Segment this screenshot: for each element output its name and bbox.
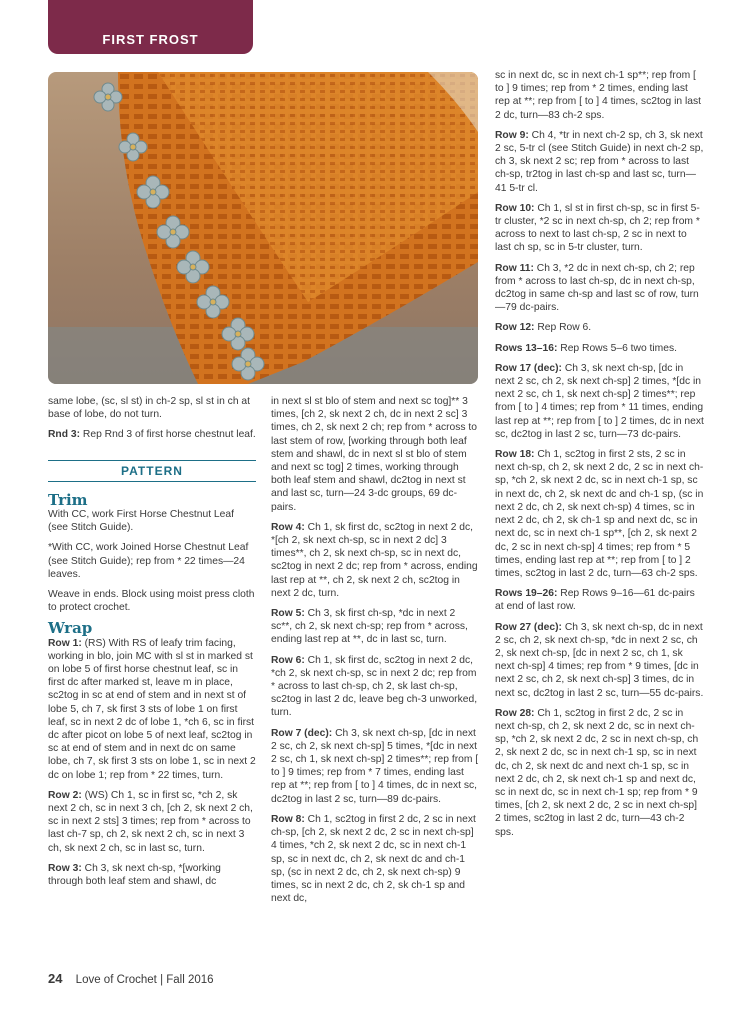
publication-name: Love of Crochet (75, 974, 157, 986)
paragraph (495, 202, 705, 255)
row-text: Ch 1, sc2tog in first 2 sts, 2 sc in next ch-sp, ch 2, sk next 2 dc, 2 sc in next ch-sp, *ch 2, sk next 2 dc, sc in next ch-1 sp, sc in next dc, ch 2, sk next dc and ch-1 sp, (sc in next 2 dc, ch 2, sk next ch-sp) 4 times, sc in next 2 dc, ch 2, sk ch-1 sp and next dc, sc in next dc, sc in next ch-1 sp**, [ch 2, sk next 2 dc, 2 sc in next ch-sp] 4 times; rep from * 5 times, ending last rep at **; rep from [ to ] 2 times, sc2tog in last 2 dc, turn—63 ch-2 sps. (495, 449, 704, 579)
row-label: Row 8: (271, 813, 305, 825)
trim-heading: Trim (48, 490, 88, 509)
row-label: Row 27 (dec): (495, 621, 562, 633)
row-text: Ch 1, sk first dc, sc2tog in next 2 dc, *[ch 2, sk next ch-sp, sc in next 2 dc] 3 times**, ch 2, sk next ch-sp, sc in next dc, sc2tog in next 2 dc; rep from * across, ending last rep at **, ch 2, sk next 2 ch, sc2tog in next 2 dc, turn. (271, 521, 478, 599)
row-text: Ch 1, sk first dc, sc2tog in next 2 dc, *ch 2, sk next ch-sp, sc in next 2 dc; rep from * across to last ch-sp, ch 2, sk last ch-sp, sc2tog in last 2 dc, leave beg ch-3 unworked, turn. (271, 654, 478, 719)
column-2 (271, 395, 479, 912)
paragraph (271, 607, 479, 647)
row-text: Ch 3, sk next ch-sp, [dc in next 2 sc, ch 2, sk next ch-sp] 2 times, *[dc in next 2 sc, ch 1, sk next ch-sp] 2 times**; rep from [ to ] 4 times; rep from * 11 times, ending last rep at **; rep from [ to ] 2 times, dc in next sc, dc2tog in last 2 sc, turn—73 dc-pairs. (495, 362, 704, 440)
row-label: Row 1: (48, 637, 82, 649)
paragraph (271, 654, 479, 720)
row-text: Rep Rnd 3 of first horse chestnut leaf. (80, 429, 256, 441)
row-text: (WS) Ch 1, sc in first sc, *ch 2, sk next 2 ch, sc in next 3 ch, [ch 2, sk next 2 ch, sc in next 2 sts] 3 times; rep from * across to last ch-7 sp, ch 2, sk next 2 ch, sc in next 3 ch, sk next 2 ch, sc in last sc, turn. (48, 789, 253, 854)
paragraph (271, 521, 479, 600)
section-tab (48, 0, 253, 54)
row-label: Row 5: (271, 608, 305, 620)
row-text: Ch 3, sk next ch-sp, [dc in next 2 sc, ch 2, sk next ch-sp] 5 times, *[dc in next 2 sc, ch 1, sk next ch-sp] 2 times**; rep from [ to ] 9 times; rep from * 7 times, ending last rep at **; rep from [ to ] 4 times, dc in next sc, dc2tog in last 2 sc, turn—89 dc-pairs. (271, 727, 479, 805)
row-label: Row 3: (48, 862, 82, 874)
row-text: Ch 3, sk next ch-sp, dc in next 2 sc, ch 2, sk next ch-sp, *dc in next 2 sc, ch 2, sk next ch-sp, [dc in next 2 sc, ch 1, sk next ch-sp] 4 times; rep from * 9 times, [dc in next 2 sc, ch 2, sk next ch-sp] 3 times, dc in next sc, dc2tog in last 2 sc, turn—55 dc-pairs. (495, 621, 704, 699)
paragraph (48, 789, 256, 855)
paragraph (495, 129, 705, 195)
row-text: Ch 1, sl st in first ch-sp, sc in first 5-tr cluster, *2 sc in next ch-sp, ch 2; rep from * across to next to last ch-sp, 2 sc in next to last ch sp, sc in 5-tr cluster, turn. (495, 202, 700, 254)
row-text: Ch 3, sk next ch-sp, *[working through both leaf stem and shawl, dc (48, 862, 221, 888)
paragraph: Weave in ends. Block using moist press cloth to protect crochet. (48, 589, 255, 614)
paragraph (495, 707, 705, 839)
page-number: 24 (48, 971, 63, 986)
row-label: Row 4: (271, 521, 305, 533)
row-text: Rep Rows 5–6 two times. (557, 342, 677, 354)
paragraph (271, 813, 479, 905)
paragraph (495, 342, 705, 355)
row-label: Row 7 (dec): (271, 727, 333, 739)
row-text: Rep Rows 9–16—61 dc-pairs at end of last row. (495, 588, 695, 613)
shawl-photo (48, 72, 478, 384)
paragraph (495, 321, 705, 334)
row-label: Row 12: (495, 322, 535, 334)
paragraph: same lobe, (sc, sl st) in ch-2 sp, sl st in ch at base of lobe, do not turn. (48, 396, 251, 421)
row-text: Ch 3, *2 dc in next ch-sp, ch 2; rep from * across to last ch-sp, dc in next ch-sp, dc2tog in same ch-sp and last sc of row, turn—79 dc-pairs. (495, 262, 699, 314)
row-label: Row 28: (495, 707, 535, 719)
issue-label: | Fall 2016 (160, 974, 214, 986)
column-1 (48, 395, 256, 895)
row-text: Ch 4, *tr in next ch-2 sp, ch 3, sk next 2 sc, 5-tr cl (see Stitch Guide) in next ch-2 sp, ch 3, sk next 2 sc; rep from * across to last ch-sp, tr2tog in last ch-sp and last sc, turn—41 5-tr cl. (495, 129, 704, 194)
pattern-heading: PATTERN (48, 460, 256, 482)
paragraph (48, 637, 256, 782)
row-label: Row 2: (48, 789, 82, 801)
wrap-heading: Wrap (48, 619, 93, 638)
row-label: Row 10: (495, 202, 535, 214)
paragraph (48, 428, 256, 441)
paragraph: sc in next dc, sc in next ch-1 sp**; rep from [ to ] 9 times; rep from * 2 times, ending last rep at **; rep from [ to ] 4 times, sc2tog in last 2 dc, turn—83 ch-2 sps. (495, 70, 702, 121)
paragraph (495, 587, 705, 613)
page-footer (48, 971, 214, 986)
row-label: Row 11: (495, 262, 534, 274)
paragraph (495, 362, 705, 441)
paragraph: With CC, work First Horse Chestnut Leaf (see Stitch Guide). (48, 509, 234, 534)
paragraph: in next sl st blo of stem and next sc tog]** 3 times, [ch 2, sk next 2 ch, dc in next 2 sc] 3 times, ch 2, sk next 2 ch; rep from * across to last stem of row, [working through both leaf stem and shawl, dc in next sl st blo of stem and next sc tog] 2 times, working through both leaf stem and shawl, dc2tog in next st and last sc, turn—24 3-dc groups, 69 dc-pairs. (271, 396, 478, 513)
paragraph (271, 727, 479, 806)
row-label: Rows 19–26: (495, 588, 558, 600)
row-text: (RS) With RS of leafy trim facing, working in blo, join MC with sl st in marked st on lobe 5 of first horse chestnut leaf, sc in first dc after marked st, leave m in place, sc2tog in sc at end of stem and in next st of lobe 5, ch 7, sk first 3 sts of lobe 1 on first leaf, sc in next 2 dc of lobe 1, *ch 6, sc in first dc after picot on lobe 5 of next leaf, sc2tog in sc at end of stem and in next dc on same lobe, ch 7, sk first 3 sts on lobe 1, sc in next 2 dc on lobe 1; rep from * 22 times, turn. (48, 637, 256, 781)
paragraph: *With CC, work Joined Horse Chestnut Leaf (see Stitch Guide); rep from * 22 times—24 leaves. (48, 542, 249, 580)
row-text: Ch 1, sc2tog in first 2 dc, 2 sc in next ch-sp, ch 2, sk next 2 dc, sc in next ch-sp, *ch 2, sk next 2 dc, 2 sc in next ch-sp, ch 2, sk next 2 dc, sc in next ch-1 sp, sc in next dc, ch 2, sk next dc and next ch-1 sp, sc in next 2 dc, ch 2, sk next ch-1 sp and next dc, sc in next dc, sc in next ch-1 sp; rep from * 9 times, [ch 2, sk next 2 dc, 2 sc in next ch-sp] 2 times, sc2tog in last 2 dc, turn—43 ch-2 sps. (495, 707, 699, 838)
row-text: Rep Row 6. (534, 322, 592, 334)
paragraph (495, 621, 705, 700)
paragraph (495, 448, 705, 580)
row-label: Rows 13–16: (495, 342, 558, 354)
row-label: Row 6: (271, 654, 305, 666)
row-text: Ch 3, sk first ch-sp, *dc in next 2 sc**, ch 2, sk next ch-sp; rep from * across, ending last rep at **, dc in last sc, turn. (271, 608, 468, 646)
section-tab-label: FIRST FROST (102, 32, 199, 47)
paragraph (495, 262, 705, 315)
row-label: Row 9: (495, 129, 529, 141)
paragraph (48, 862, 256, 888)
row-label: Row 18: (495, 449, 535, 461)
column-3 (495, 69, 705, 846)
row-text: Ch 1, sc2tog in first 2 dc, 2 sc in next ch-sp, [ch 2, sk next 2 dc, 2 sc in next ch-sp] 4 times, *ch 2, sk next 2 dc, sc in next ch-1 sp, sc in next dc, ch 2, sk next dc and ch-1 sp, (sc in next 2 dc, ch 2, sk next ch-sp) 9 times, sc in next 2 dc, ch 2, sk ch-1 sp and next dc, (271, 813, 476, 905)
row-label: Row 17 (dec): (495, 362, 562, 374)
row-label: Rnd 3: (48, 429, 81, 441)
